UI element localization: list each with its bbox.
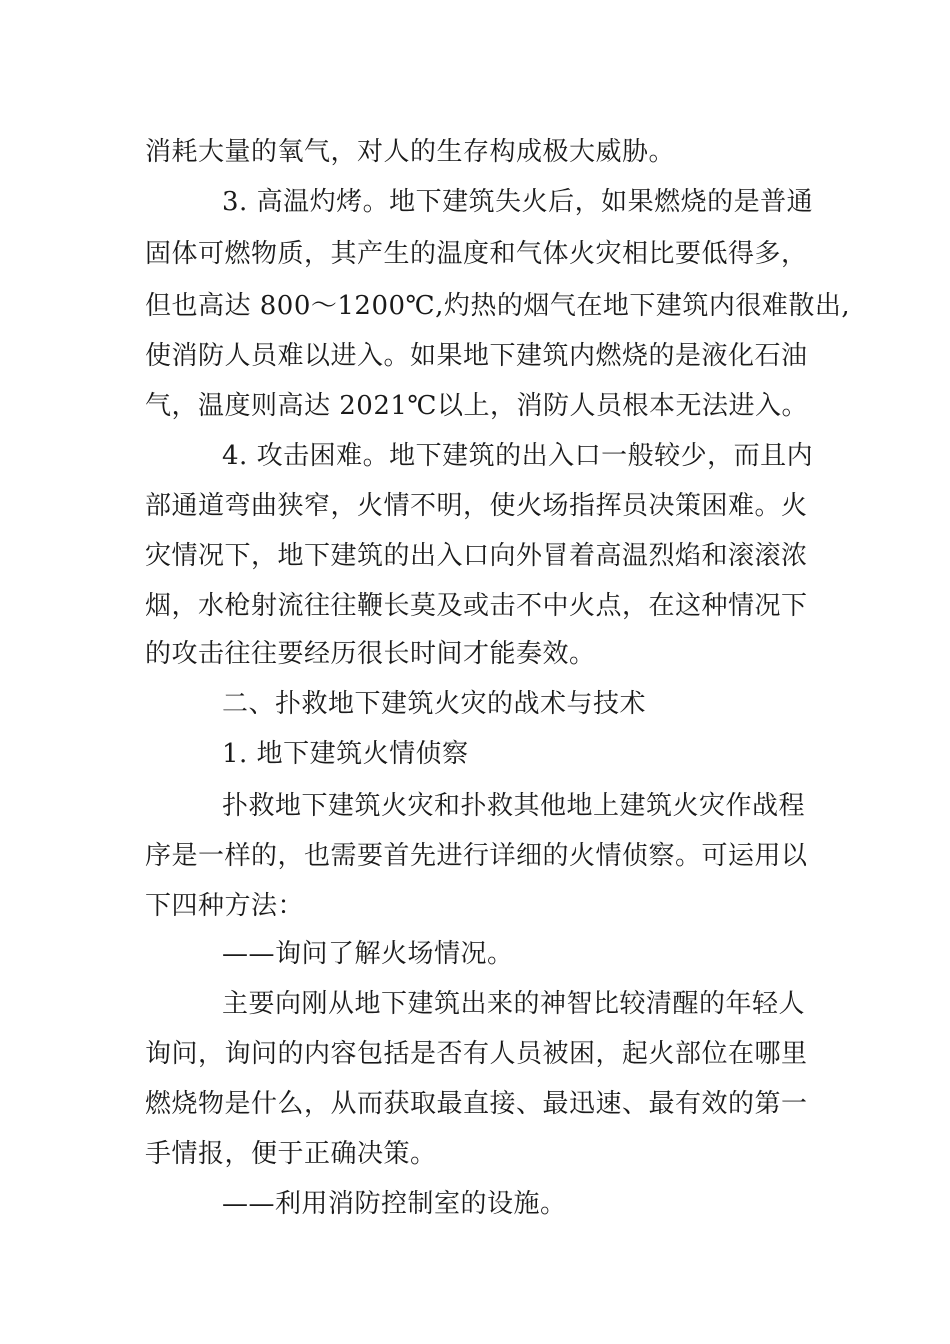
text-line: 3. 高温灼烤。地下建筑失火后，如果燃烧的是普通 xyxy=(222,187,814,217)
text-line: 主要向刚从地下建筑出来的神智比较清醒的年轻人 xyxy=(222,989,806,1019)
section-heading: 二、扑救地下建筑火灾的战术与技术 xyxy=(222,689,647,719)
text-line: 4. 攻击困难。地下建筑的出入口一般较少，而且内 xyxy=(222,441,814,471)
text-line: 消耗大量的氧气，对人的生存构成极大威胁。 xyxy=(145,137,676,167)
text-line: 但也高达 800～1200℃,灼热的烟气在地下建筑内很难散出, xyxy=(145,291,851,321)
text-line: 气，温度则高达 2021℃以上，消防人员根本无法进入。 xyxy=(145,391,809,421)
text-line: 使消防人员难以进入。如果地下建筑内燃烧的是液化石油 xyxy=(145,341,808,371)
text-line: 烟，水枪射流往往鞭长莫及或击不中火点，在这种情况下 xyxy=(145,591,808,621)
subsection-heading: 1. 地下建筑火情侦察 xyxy=(222,739,469,769)
text-line: 固体可燃物质，其产生的温度和气体火灾相比要低得多， xyxy=(145,239,808,269)
text-line: 序是一样的，也需要首先进行详细的火情侦察。可运用以 xyxy=(145,841,808,871)
list-item: ——利用消防控制室的设施。 xyxy=(222,1189,567,1219)
text-line: 燃烧物是什么，从而获取最直接、最迅速、最有效的第一 xyxy=(145,1089,808,1119)
text-line: 询问，询问的内容包括是否有人员被困，起火部位在哪里 xyxy=(145,1039,808,1069)
text-line: 部通道弯曲狭窄，火情不明，使火场指挥员决策困难。火 xyxy=(145,491,808,521)
text-line: 下四种方法： xyxy=(145,891,305,921)
list-item: ——询问了解火场情况。 xyxy=(222,939,514,969)
text-line: 灾情况下，地下建筑的出入口向外冒着高温烈焰和滚滚浓 xyxy=(145,541,808,571)
text-line: 扑救地下建筑火灾和扑救其他地上建筑火灾作战程 xyxy=(222,791,806,821)
text-line: 的攻击往往要经历很长时间才能奏效。 xyxy=(145,639,596,669)
text-line: 手情报，便于正确决策。 xyxy=(145,1139,437,1169)
